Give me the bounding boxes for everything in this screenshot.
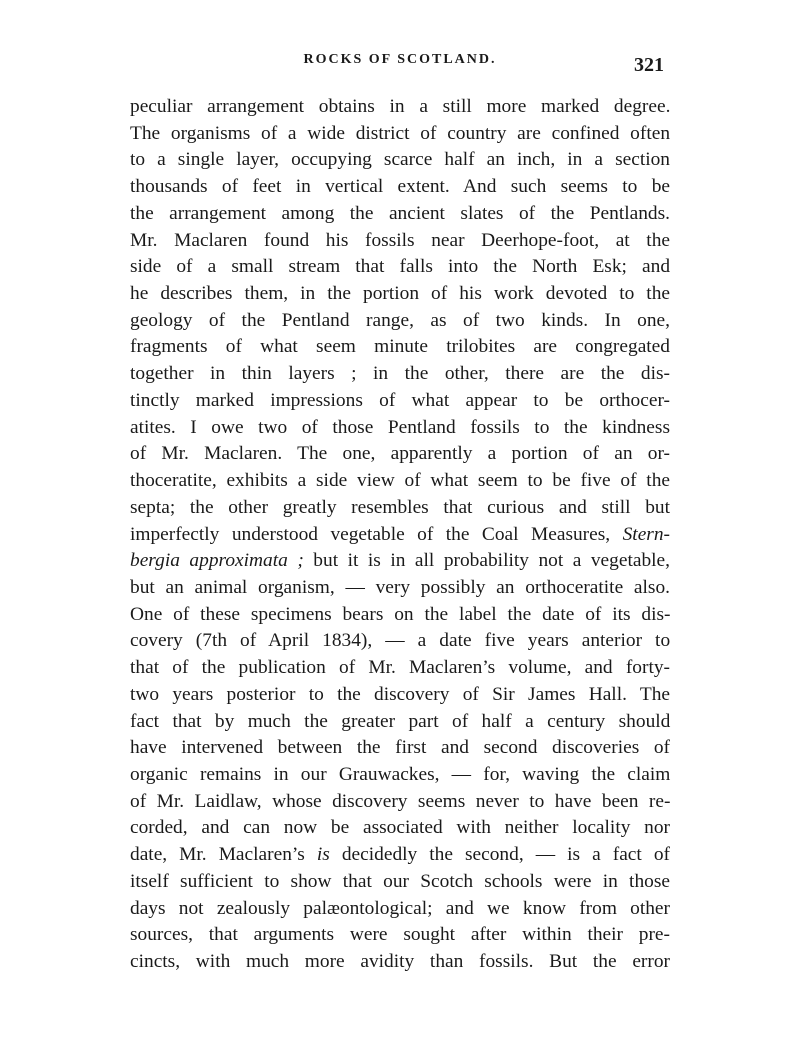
- text-line: The organisms of a wide district of country are confined often: [130, 122, 671, 144]
- italic-text: bergia approximata ;: [130, 550, 304, 572]
- text-line: itself sufficient to show that our Scotch schools were in those: [130, 870, 670, 892]
- text-line: covery (7th of April 1834), — a date five years anterior to: [130, 630, 671, 652]
- text-line: have intervened between the first and second discoveries of: [130, 737, 670, 759]
- text-line: fact that by much the greater part of half a century should: [130, 710, 671, 732]
- text-line: side of a small stream that falls into the North Esk; and: [130, 256, 671, 278]
- italic-text: is: [316, 844, 330, 866]
- text-line: septa; the other greatly resembles that curious and still but: [130, 496, 670, 518]
- text-line: thoceratite, exhibits a side view of what seem to be five of the: [130, 470, 670, 492]
- text-line: Mr. Maclaren found his fossils near Deerhope-foot, at the: [130, 229, 670, 251]
- text-line: of Mr. Laidlaw, whose discovery seems never to have been re-: [130, 790, 671, 812]
- text-line: thousands of feet in vertical extent. And such seems to be: [130, 176, 670, 198]
- page-number: 321: [634, 54, 664, 76]
- text-line: peculiar arrangement obtains in a still more marked degree.: [130, 96, 671, 117]
- text-line: sources, that arguments were sought after within their pre-: [130, 924, 670, 946]
- text-line: tinctly marked impressions of what appear to be orthocer-: [130, 389, 670, 411]
- text-line: corded, and can now be associated with neither locality nor: [130, 817, 670, 839]
- italic-text: Stern-: [622, 523, 670, 545]
- body-text: [130, 94, 670, 976]
- text-line: date, Mr. Maclaren’s is decidedly the second, — is a fact of: [130, 844, 670, 866]
- text-line: imperfectly understood vegetable of the Coal Measures, Stern-: [130, 523, 670, 545]
- text-line: One of these specimens bears on the label the date of its dis-: [130, 603, 671, 625]
- text-line: atites. I owe two of those Pentland fossils to the kindness: [130, 416, 670, 438]
- text-line: but an animal organism, — very possibly an orthoceratite also.: [130, 576, 670, 598]
- text-line: cincts, with much more avidity than fossils. But the error: [130, 951, 670, 972]
- text-line: to a single layer, occupying scarce half an inch, in a section: [130, 149, 670, 171]
- text-line: organic remains in our Grauwackes, — for, waving the claim: [130, 763, 671, 785]
- text-line: together in thin layers ; in the other, there are the dis-: [130, 363, 670, 385]
- text-line: of Mr. Maclaren. The one, apparently a portion of an or-: [130, 443, 670, 465]
- text-line: that of the publication of Mr. Maclaren’s volume, and forty-: [130, 657, 670, 679]
- text-line: geology of the Pentland range, as of two kinds. In one,: [130, 309, 670, 331]
- text-line: the arrangement among the ancient slates of the Pentlands.: [130, 202, 670, 224]
- text-line: bergia approximata ; but it is in all probability not a vegetable,: [130, 550, 670, 572]
- text-line: two years posterior to the discovery of Sir James Hall. The: [130, 683, 670, 705]
- text-line: days not zealously palæontological; and we know from other: [130, 897, 670, 919]
- text-line: fragments of what seem minute trilobites are congregated: [130, 336, 670, 358]
- text-line: he describes them, in the portion of his work devoted to the: [130, 283, 670, 305]
- running-head: ROCKS OF SCOTLAND.: [303, 52, 497, 67]
